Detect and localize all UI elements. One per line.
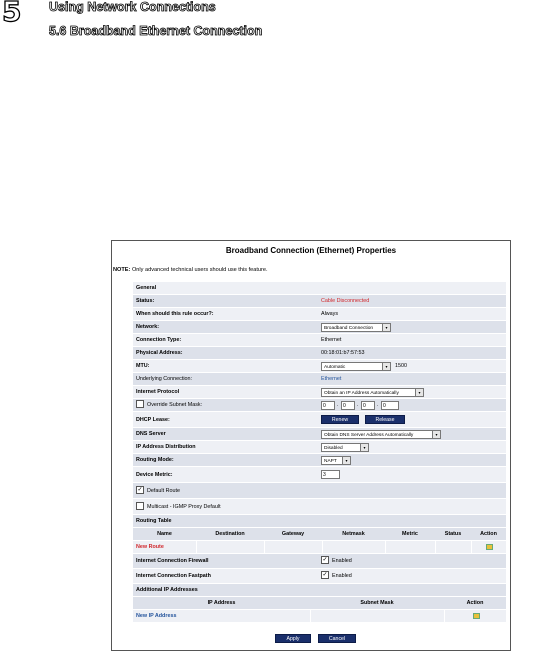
new-ip-row [133,610,506,623]
edit-icon[interactable] [473,613,480,619]
ip-distribution-row [133,441,506,454]
additional-ip-heading-row [133,584,506,597]
col-netmask: Netmask [342,531,365,537]
col-metric: Metric [402,531,418,537]
mtu-label: MTU: [136,363,150,369]
device-metric-row [133,467,506,483]
routing-mode-row [133,454,506,467]
connection-type-label: Connection Type: [136,337,182,343]
cell-divider [322,541,323,554]
rule-label: When should this rule occur?: [136,311,214,317]
mask-dot: . [357,402,359,408]
network-select[interactable] [321,323,391,332]
chevron-down-icon: ▾ [382,363,390,370]
internet-protocol-row [133,386,506,399]
note-text: Only advanced technical users should use this feature. [130,267,268,273]
internet-protocol-label: Internet Protocol [136,389,180,395]
dhcp-lease-label: DHCP Lease: [136,417,170,423]
network-row [133,321,506,334]
multicast-row [133,499,506,515]
underlying-label: Underlying Connection: [136,376,193,382]
col-destination: Destination [215,531,245,537]
firewall-label: Internet Connection Firewall [136,558,209,564]
override-mask-checkbox[interactable] [136,400,144,408]
apply-button[interactable]: Apply [275,634,311,643]
release-button[interactable]: Release [365,415,405,424]
section-title: 5.6 Broadband Ethernet Connection [49,24,263,38]
routing-mode-label: Routing Mode: [136,457,174,463]
cell-divider [385,541,386,554]
cell-divider [196,541,197,554]
new-route-link[interactable]: New Route [136,544,164,550]
mtu-select[interactable] [321,362,391,371]
mask-octet-2[interactable] [341,401,355,410]
general-heading-row [133,282,506,295]
chevron-down-icon: ▾ [382,324,390,331]
rule-row [133,308,506,321]
cell-divider [444,610,445,623]
cancel-button[interactable]: Cancel [318,634,356,643]
default-route-label: Default Route [147,488,180,494]
default-route-wrap [136,483,180,499]
chevron-down-icon: ▾ [432,431,440,438]
device-metric-input[interactable] [321,470,340,479]
renew-button[interactable]: Renew [321,415,359,424]
mask-dot: . [377,402,379,408]
default-route-row [133,483,506,499]
chapter-number: 5 [2,0,22,28]
status-value: Cable Disconnected [321,298,370,304]
ip-distribution-value: Disabled [324,446,343,451]
chevron-down-icon: ▾ [342,457,350,464]
fastpath-wrap [321,569,352,584]
mtu-select-value: Automatic [324,365,346,370]
override-mask-row [133,399,506,412]
network-label: Network: [136,324,160,330]
physical-address-value: 00:18:01:b7:57:53 [321,350,365,356]
fastpath-value: Enabled [332,573,352,579]
fastpath-row [133,569,506,584]
connection-type-row [133,334,506,347]
cell-divider [264,541,265,554]
underlying-link[interactable]: Ethernet [321,376,342,382]
col-action: Action [480,531,497,537]
chevron-down-icon: ▾ [415,389,423,396]
additional-ip-header [133,597,506,610]
firewall-checkbox[interactable]: ✓ [322,556,328,563]
internet-protocol-select[interactable] [321,388,424,397]
routing-mode-value: NAPT [324,459,337,464]
firewall-row [133,554,506,569]
cell-divider [310,610,311,623]
mask-octet-3[interactable] [361,401,375,410]
physical-address-row [133,347,506,360]
mtu-row [133,360,506,373]
override-mask-label-wrap [136,399,202,412]
network-select-value: Broadband Connection [324,326,374,331]
col-ip-address: IP Address [207,600,236,606]
override-mask-label: Override Subnet Mask: [147,402,203,408]
col-gateway: Gateway [281,531,305,537]
mtu-number: 1500 [395,363,407,369]
general-heading: General [136,285,157,291]
routing-table-heading-row [133,515,506,528]
col-status: Status [444,531,462,537]
physical-address-label: Physical Address: [136,350,183,356]
edit-icon[interactable] [486,544,493,550]
note-label: NOTE: [113,267,131,273]
routing-table-header [133,528,506,541]
routing-mode-select[interactable] [321,456,351,465]
dhcp-lease-row [133,412,506,428]
properties-screenshot [111,240,511,651]
mask-dot: . [337,402,339,408]
new-route-row [133,541,506,554]
note [113,267,268,273]
dialog-title: Broadband Connection (Ethernet) Properties [225,246,397,255]
dns-server-row [133,428,506,441]
col-subnet-mask: Subnet Mask [360,600,394,606]
ip-distribution-select[interactable] [321,443,369,452]
cell-divider [471,541,472,554]
routing-table-heading: Routing Table [136,518,172,524]
mask-octet-1[interactable] [321,401,335,410]
firewall-value: Enabled [332,558,352,564]
new-ip-link[interactable]: New IP Address [136,613,177,619]
fastpath-label: Internet Connection Fastpath [136,573,211,579]
additional-ip-heading: Additional IP Addresses [136,587,198,593]
status-label: Status: [136,298,155,304]
col-name: Name [157,531,172,537]
dns-server-select[interactable] [321,430,441,439]
col-ip-action: Action [466,600,484,606]
internet-protocol-value: Obtain an IP Address Automatically [324,391,399,396]
cell-divider [435,541,436,554]
fastpath-checkbox[interactable]: ✓ [322,571,328,578]
default-route-checkbox[interactable]: ✓ [137,486,143,493]
multicast-wrap [136,499,221,515]
rule-value: Always [321,311,339,317]
firewall-wrap [321,554,352,569]
status-row [133,295,506,308]
mask-octet-4[interactable] [381,401,399,410]
chapter-title: Using Network Connections [49,0,216,14]
dialog-footer [112,632,510,646]
properties-table [133,282,506,623]
ip-distribution-label: IP Address Distribution [136,444,196,450]
underlying-row [133,373,506,386]
dns-server-label: DNS Server [136,431,166,437]
chevron-down-icon: ▾ [360,444,368,451]
multicast-checkbox[interactable] [136,502,144,510]
device-metric-label: Device Metric: [136,472,173,478]
dns-server-value: Obtain DNS Server Address Automatically [324,433,414,438]
connection-type-value: Ethernet [321,337,342,343]
multicast-label: Multicast - IGMP Proxy Default [147,504,221,510]
